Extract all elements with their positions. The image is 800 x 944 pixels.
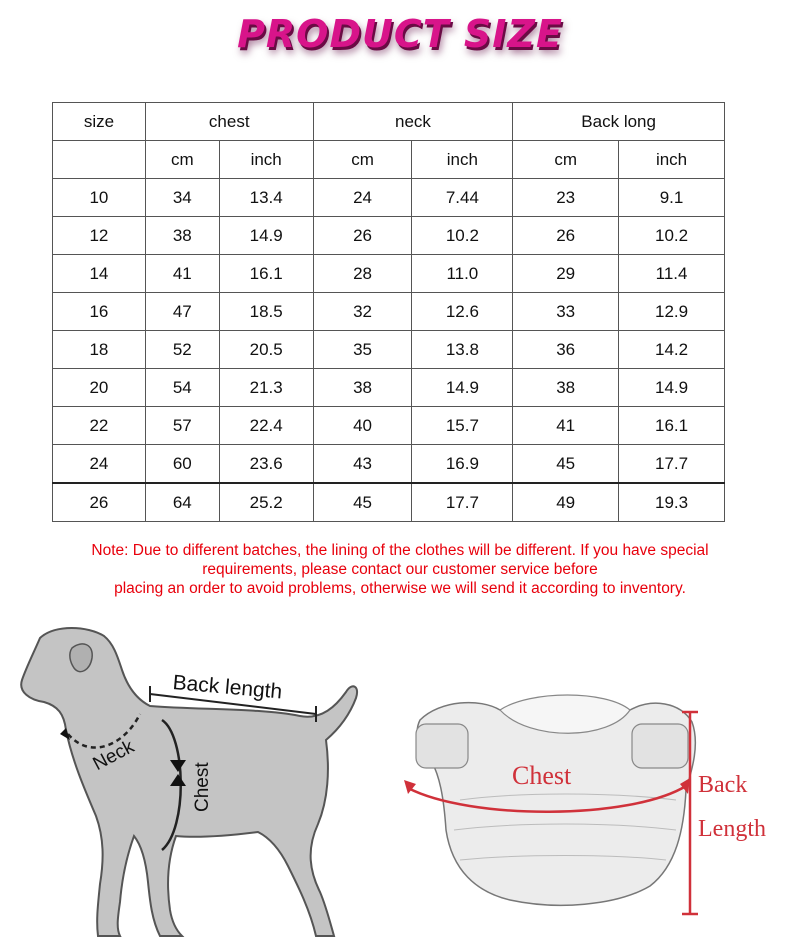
table-cell: 13.4: [219, 179, 313, 217]
unit-cell: inch: [219, 141, 313, 179]
table-cell: 10.2: [619, 217, 725, 255]
neck-header: neck: [313, 103, 513, 141]
table-row: [53, 293, 725, 331]
table-cell: 16: [53, 293, 146, 331]
table-cell: 24: [53, 445, 146, 484]
table-cell: 17.7: [412, 483, 513, 522]
table-cell: 16.1: [219, 255, 313, 293]
header-row: [53, 103, 725, 141]
table-cell: 36: [513, 331, 619, 369]
table-cell: 41: [145, 255, 219, 293]
table-cell: 52: [145, 331, 219, 369]
table-cell: 14.2: [619, 331, 725, 369]
table-row: [53, 217, 725, 255]
coat-right-sleeve: [632, 724, 688, 768]
table-cell: 22.4: [219, 407, 313, 445]
table-cell: 35: [313, 331, 412, 369]
table-cell: 41: [513, 407, 619, 445]
table-cell: 49: [513, 483, 619, 522]
table-cell: 9.1: [619, 179, 725, 217]
table-cell: 21.3: [219, 369, 313, 407]
table-cell: 14: [53, 255, 146, 293]
table-cell: 10.2: [412, 217, 513, 255]
table-cell: 43: [313, 445, 412, 484]
table-cell: 16.1: [619, 407, 725, 445]
table-cell: 20.5: [219, 331, 313, 369]
coat-chest-label: Chest: [512, 761, 572, 790]
note-line: Note: Due to different batches, the lining of the clothes will be different. If you have special: [91, 542, 709, 559]
table-row: [53, 331, 725, 369]
table-row: [53, 407, 725, 445]
table-cell: 28: [313, 255, 412, 293]
table-cell: 23.6: [219, 445, 313, 484]
dog-ear: [70, 644, 92, 672]
coat-left-sleeve: [416, 724, 468, 768]
table-cell: 45: [513, 445, 619, 484]
table-cell: 12.6: [412, 293, 513, 331]
table-cell: 32: [313, 293, 412, 331]
table-cell: 29: [513, 255, 619, 293]
unit-cell: cm: [313, 141, 412, 179]
table-cell: 57: [145, 407, 219, 445]
table-cell: 64: [145, 483, 219, 522]
neck-label: Neck: [89, 736, 138, 776]
coat-measurement-diagram: [380, 660, 790, 920]
table-cell: 11.4: [619, 255, 725, 293]
unit-cell: inch: [412, 141, 513, 179]
table-row: [53, 445, 725, 484]
table-cell: 16.9: [412, 445, 513, 484]
table-cell: 38: [313, 369, 412, 407]
table-cell: 33: [513, 293, 619, 331]
table-cell: 13.8: [412, 331, 513, 369]
table-cell: 15.7: [412, 407, 513, 445]
chest-header: chest: [145, 103, 313, 141]
table-cell: 14.9: [412, 369, 513, 407]
unit-cell: inch: [619, 141, 725, 179]
table-cell: 38: [145, 217, 219, 255]
table-cell: 18: [53, 331, 146, 369]
table-cell: 22: [53, 407, 146, 445]
table-cell: 11.0: [412, 255, 513, 293]
table-cell: 20: [53, 369, 146, 407]
table-cell: 14.9: [219, 217, 313, 255]
size-header: size: [53, 103, 146, 141]
table-cell: 17.7: [619, 445, 725, 484]
table-cell: 10: [53, 179, 146, 217]
table-cell: 25.2: [219, 483, 313, 522]
table-cell: 26: [53, 483, 146, 522]
unit-cell: cm: [513, 141, 619, 179]
table-cell: 18.5: [219, 293, 313, 331]
unit-cell: cm: [145, 141, 219, 179]
table-row: [53, 255, 725, 293]
table-cell: 54: [145, 369, 219, 407]
table-cell: 7.44: [412, 179, 513, 217]
table-cell: 26: [513, 217, 619, 255]
page-title: PRODUCT SIZE: [237, 12, 563, 56]
coat-length-label: Length: [698, 816, 766, 842]
table-cell: 23: [513, 179, 619, 217]
back-length-label: Back length: [171, 671, 284, 704]
chest-label: Chest: [192, 762, 213, 812]
table-cell: 34: [145, 179, 219, 217]
table-cell: 12.9: [619, 293, 725, 331]
table-cell: 47: [145, 293, 219, 331]
coat-back-label: Back: [698, 772, 748, 798]
unit-cell-empty: [53, 141, 146, 179]
note-line: requirements, please contact our customer service before: [202, 561, 598, 578]
table-row: [53, 179, 725, 217]
table-cell: 24: [313, 179, 412, 217]
table-cell: 14.9: [619, 369, 725, 407]
table-cell: 60: [145, 445, 219, 484]
size-table: [52, 102, 725, 522]
table-cell: 45: [313, 483, 412, 522]
lining-note: [20, 541, 780, 598]
table-cell: 40: [313, 407, 412, 445]
table-cell: 12: [53, 217, 146, 255]
note-line: placing an order to avoid problems, otherwise we will send it according to inventory.: [114, 580, 686, 597]
table-cell: 19.3: [619, 483, 725, 522]
table-cell: 38: [513, 369, 619, 407]
table-cell: 26: [313, 217, 412, 255]
unit-row: [53, 141, 725, 179]
table-row: [53, 369, 725, 407]
back-long-header: Back long: [513, 103, 725, 141]
table-row: [53, 483, 725, 522]
dog-measurement-diagram: [0, 610, 380, 944]
